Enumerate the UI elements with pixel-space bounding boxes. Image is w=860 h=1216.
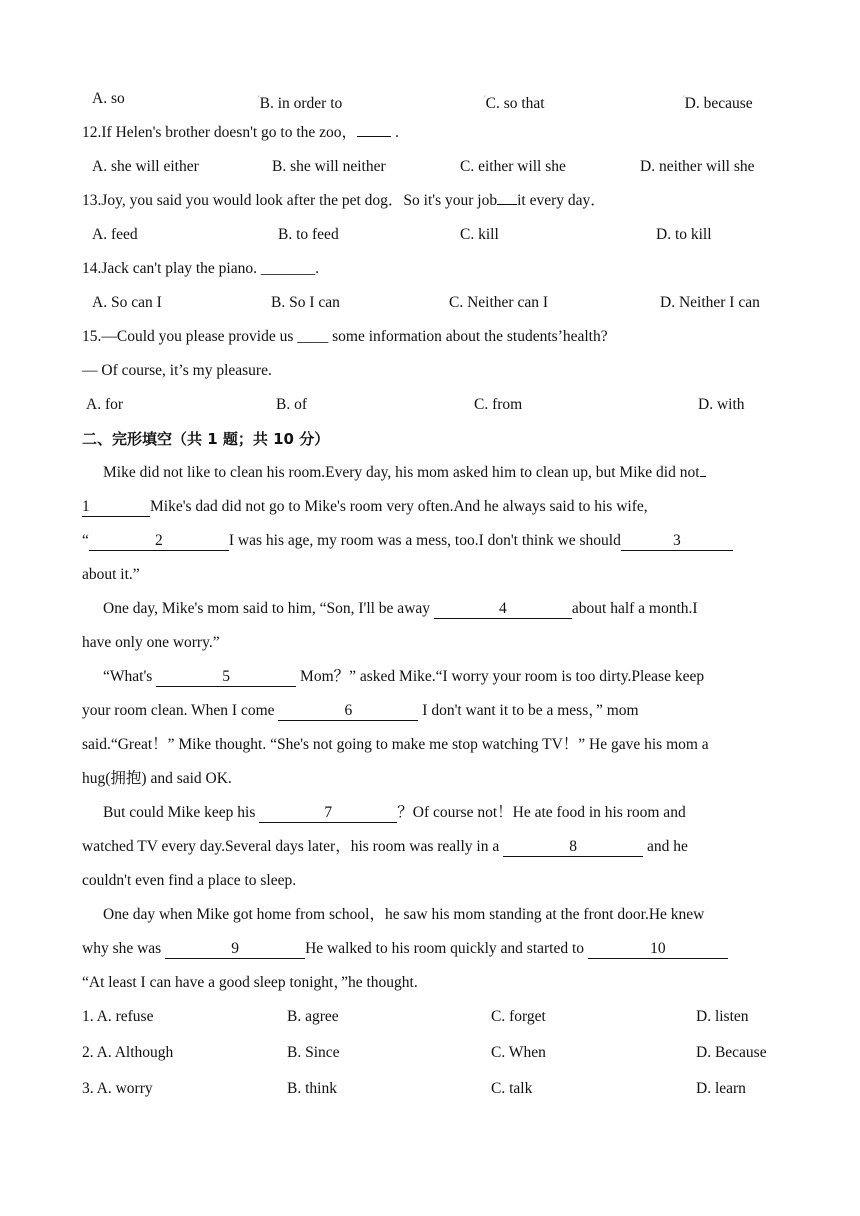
option-d: D. Because [696,1044,767,1061]
cloze-blank-2: 2 [89,532,229,551]
option-b: B. think [287,1080,337,1097]
passage-line: have only one worry.” [82,634,220,651]
option-b: B. she will neither [272,158,386,175]
passage-line: said.“Great！” Mike thought. “She's not going to make me stop watching TV！” He gave his mom a [82,736,709,753]
q12-options [0,156,860,178]
q15-stem: 15.—Could you please provide us ____ some information about the students’health? [82,328,608,345]
cloze-question [0,1006,860,1028]
option-b: B. So I can [271,294,340,311]
option-c: C. When [491,1044,546,1061]
q15-reply: — Of course, it’s my pleasure. [82,362,272,379]
answer-blank [497,204,517,205]
option-a: A. So can I [92,294,162,311]
cloze-blank-6: 6 [278,702,418,721]
q15-options [0,394,860,416]
passage-line: watched TV every day.Several days later，his room was really in a 8 and he [82,838,688,855]
cloze-blank-8: 8 [503,838,643,857]
option-d: D. with [698,396,745,413]
option-b: B. Since [287,1044,340,1061]
option-a: 1. A. refuse [82,1008,154,1025]
passage-line: “ 2 I was his age, my room was a mess, too.I don't think we should 3 [82,530,779,552]
passage-line: why she was 9 He walked to his room quickly and started to 10 [82,938,779,960]
q12-stem: 12.If Helen's brother doesn't go to the zoo， . [82,124,399,141]
q13-stem: 13.Joy, you said you would look after the pet dog．So it's your job it every day． [82,192,606,209]
cloze-blank-4: 4 [434,600,572,619]
option-d: D. listen [696,1008,749,1025]
option-c: C. from [474,396,523,413]
cloze-question [0,1078,860,1100]
passage-line: One day, Mike's mom said to him, “Son, I'll be away 4 about half a month.I [103,600,698,617]
option-c: C. kill [460,226,499,243]
passage-line: couldn't even find a place to sleep. [82,872,297,889]
passage-line: 1 Mike's dad did not go to Mike's room very often.And he always said to his wife, [82,498,648,515]
cloze-blank-5: 5 [156,668,296,687]
option-b: B. agree [287,1008,339,1025]
option-a: A. so [92,90,125,107]
passage-line: “At least I can have a good sleep tonight，”he thought. [82,974,418,991]
cloze-question [0,1042,860,1064]
answer-blank [357,136,391,137]
passage-line: your room clean. When I come 6 I don't want it to be a mess，” mom [82,702,639,719]
option-a: A. she will either [92,158,199,175]
q14-options [0,292,860,314]
option-a: 2. A. Although [82,1044,174,1061]
option-d: D. neither will she [640,158,755,175]
q13-options [0,224,860,246]
passage-line: “What's 5 Mom？” asked Mike.“I worry your room is too dirty.Please keep [103,668,705,685]
cloze-blank-3: 3 [621,532,733,551]
option-d: D. learn [696,1080,746,1097]
q14-stem: 14.Jack can't play the piano. _______. [82,260,319,277]
option-b: B. of [276,396,307,413]
passage-line: about it.” [82,566,140,583]
passage-line: hug(拥抱) and said OK. [82,770,232,787]
cloze-blank-1: 1 [82,498,150,517]
cloze-blank-7: 7 [259,804,397,823]
passage-line: One day when Mike got home from school，he saw his mom standing at the front door.He knew [103,906,705,923]
cloze-blank-10: 10 [588,940,728,959]
passage-line: But could Mike keep his 7 ？Of course not！He ate food in his room and [103,804,686,821]
option-c: C. Neither can I [449,294,548,311]
option-a: 3. A. worry [82,1080,153,1097]
option-c: C. forget [491,1008,546,1025]
option-b: 'B. in order to [258,94,343,113]
q11-options [0,88,860,113]
option-c: C. either will she [460,158,566,175]
cloze-blank-9: 9 [165,940,305,959]
option-d: 'D. because [683,94,753,113]
option-d: D. Neither I can [660,294,760,311]
option-a: A. feed [92,226,138,243]
passage-line: Mike did not like to clean his room.Every day, his mom asked him to clean up, but Mike did not [103,462,779,484]
option-c: 'C. so that [484,94,545,113]
option-b: B. to feed [278,226,339,243]
section-heading: 二、完形填空（共 1 题；共 10 分） [82,430,330,448]
option-d: D. to kill [656,226,712,243]
option-a: A. for [86,396,124,413]
option-c: C. talk [491,1080,533,1097]
